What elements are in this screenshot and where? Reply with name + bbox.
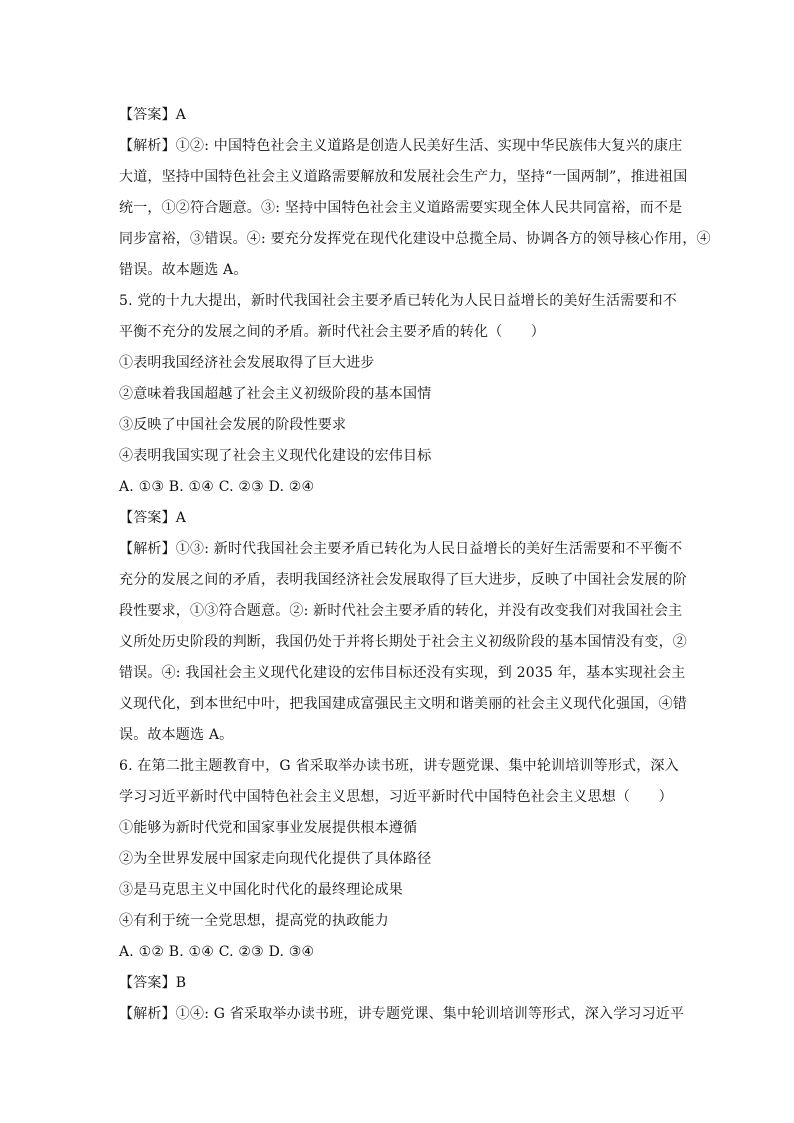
question-6-stem-line: 6. 在第二批主题教育中，G 省采取举办读书班，讲专题党课、集中轮训培训等形式，深入 — [119, 758, 679, 774]
question-6-stem-line: 学习习近平新时代中国特色社会主义思想，习近平新时代中国特色社会主义思想（ ） — [119, 789, 673, 805]
question-5-option-statement: ④表明我国实现了社会主义现代化建设的宏伟目标 — [119, 448, 432, 464]
analysis-paragraph-line: 误。故本题选 A。 — [119, 727, 234, 743]
analysis-paragraph-line: 统一，①②符合题意。③: 坚持中国特色社会主义道路需要实现全体人民共同富裕，而不是 — [119, 200, 683, 216]
analysis-paragraph-line: 段性要求，①③符合题意。②: 新时代社会主要矛盾的转化，并没有改变我们对我国社会主 — [119, 603, 683, 619]
answer-label: 【答案】A — [119, 510, 187, 526]
analysis-paragraph-line: 充分的发展之间的矛盾，表明我国经济社会发展取得了巨大进步，反映了中国社会发展的阶 — [119, 572, 687, 588]
question-6-option-statement: ①能够为新时代党和国家事业发展提供根本遵循 — [119, 820, 418, 836]
analysis-paragraph-line: 义所处历史阶段的判断，我国仍处于并将长期处于社会主义初级阶段的基本国情没有变，② — [119, 634, 687, 650]
question-6-option-statement: ②为全世界发展中国家走向现代化提供了具体路径 — [119, 851, 432, 867]
analysis-paragraph-line: 【解析】①②: 中国特色社会主义道路是创造人民美好生活、实现中华民族伟大复兴的康庄 — [119, 138, 683, 154]
analysis-paragraph-line: 【解析】①③: 新时代我国社会主要矛盾已转化为人民日益增长的美好生活需要和不平衡不 — [119, 541, 683, 557]
analysis-paragraph-line: 义现代化，到本世纪中叶，把我国建成富强民主文明和谐美丽的社会主义现代化强国，④错 — [119, 696, 687, 712]
question-5-option-statement: ②意味着我国超越了社会主义初级阶段的基本国情 — [119, 386, 432, 402]
question-5-choices: A. ①③ B. ①④ C. ②③ D. ②④ — [119, 479, 315, 495]
analysis-paragraph-line: 错误。④: 我国社会主义现代化建设的宏伟目标还没有实现，到 2035 年，基本实现社会主 — [119, 665, 686, 681]
answer-label: 【答案】B — [119, 975, 187, 991]
analysis-paragraph-line: 错误。故本题选 A。 — [119, 262, 248, 278]
answer-label: 【答案】A — [119, 107, 187, 123]
analysis-paragraph-line: 大道，坚持中国特色社会主义道路需要解放和发展社会生产力，坚持“一国两制”，推进祖国 — [119, 169, 688, 185]
question-6-choices: A. ①② B. ①④ C. ②③ D. ③④ — [119, 944, 315, 960]
question-6-option-statement: ④有利于统一全党思想，提高党的执政能力 — [119, 913, 389, 929]
question-6-option-statement: ③是马克思主义中国化时代化的最终理论成果 — [119, 882, 403, 898]
analysis-paragraph-line: 【解析】①④: G 省采取举办读书班，讲专题党课、集中轮训培训等形式，深入学习习近平 — [119, 1006, 685, 1022]
analysis-paragraph-line: 同步富裕，③错误。④: 要充分发挥党在现代化建设中总揽全局、协调各方的领导核心作用，④ — [119, 231, 711, 247]
question-5-option-statement: ③反映了中国社会发展的阶段性要求 — [119, 417, 347, 433]
question-5-option-statement: ①表明我国经济社会发展取得了巨大进步 — [119, 355, 375, 371]
question-5-stem-line: 平衡不充分的发展之间的矛盾。新时代社会主要矛盾的转化（ ） — [119, 324, 545, 340]
question-5-stem-line: 5. 党的十九大提出，新时代我国社会主要矛盾已转化为人民日益增长的美好生活需要和不 — [119, 293, 678, 309]
